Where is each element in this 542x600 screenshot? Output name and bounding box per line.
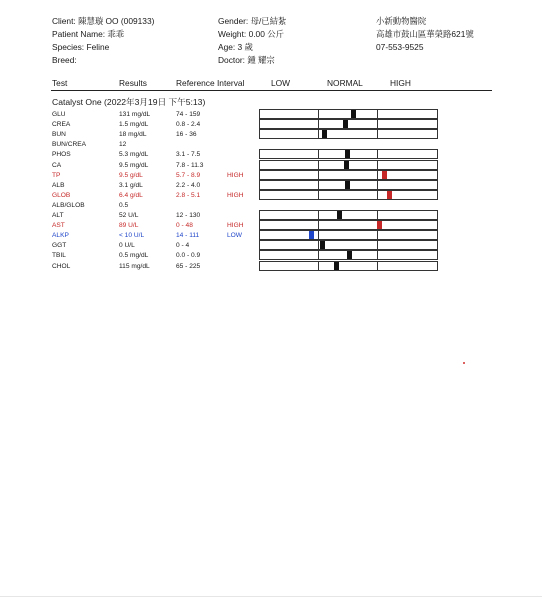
gauge-divider	[318, 110, 319, 118]
result-value: 1.5 mg/dL	[119, 121, 149, 129]
doctor: Doctor: 鍾 耀宗	[218, 55, 275, 65]
patient-name: Patient Name: 乖乖	[52, 29, 125, 39]
gauge-divider	[377, 110, 378, 118]
breed: Breed:	[52, 55, 77, 65]
client-name: Client: 陳慧璇 OO (009133)	[52, 16, 155, 26]
result-value: 131 mg/dL	[119, 111, 151, 118]
gauge-divider	[318, 221, 319, 229]
gauge-marker	[334, 262, 339, 270]
clinic-address: 高雄市鼓山區華榮路621號	[376, 29, 474, 39]
range-gauge	[259, 210, 438, 220]
page-edge	[0, 596, 542, 597]
result-value: 0 U/L	[119, 242, 135, 250]
panel-title: Catalyst One (2022年3月19日 下午5:13)	[52, 97, 206, 107]
reference-interval: 74 - 159	[176, 111, 201, 118]
gauge-marker	[337, 211, 342, 219]
reference-interval: 0.8 - 2.4	[176, 121, 201, 129]
range-gauge	[259, 119, 438, 129]
reference-interval: 65 - 225	[176, 262, 201, 270]
flag-label: LOW	[227, 232, 243, 240]
result-value: 3.1 g/dL	[119, 181, 143, 189]
test-name: ALKP	[52, 232, 69, 240]
gauge-marker	[387, 191, 392, 199]
range-gauge	[259, 109, 438, 119]
reference-interval: 7.8 - 11.3	[176, 161, 204, 169]
header-divider	[51, 90, 492, 91]
test-name: CREA	[52, 121, 71, 129]
test-name: ALB	[52, 181, 65, 189]
gauge-divider	[377, 130, 378, 138]
gauge-divider	[318, 231, 319, 239]
clinic-phone: 07-553-9525	[376, 42, 424, 52]
column-high: HIGH	[390, 78, 411, 88]
result-value: 6.4 g/dL	[119, 191, 143, 199]
gauge-marker	[382, 171, 387, 179]
gauge-divider	[318, 171, 319, 179]
gauge-divider	[318, 150, 319, 158]
age: Age: 3 歲	[218, 42, 253, 52]
gauge-divider	[318, 241, 319, 249]
result-value: 5.3 mg/dL	[119, 151, 149, 159]
column-test: Test	[52, 78, 68, 88]
gauge-divider	[377, 171, 378, 179]
test-name: CHOL	[52, 262, 71, 270]
result-value: 0.5 mg/dL	[119, 252, 149, 260]
gauge-marker	[309, 231, 314, 239]
reference-interval: 14 - 111	[176, 232, 200, 240]
reference-interval: 2.2 - 4.0	[176, 181, 201, 189]
range-gauge	[259, 250, 438, 260]
range-gauge	[259, 261, 438, 271]
gauge-divider	[377, 120, 378, 128]
range-gauge	[259, 149, 438, 159]
reference-interval: 16 - 36	[176, 131, 197, 139]
gauge-divider	[318, 262, 319, 270]
test-name: CA	[52, 161, 62, 169]
flag-label: HIGH	[227, 222, 244, 230]
gender: Gender: 母/已結紮	[218, 16, 287, 26]
reference-interval: 0 - 48	[176, 222, 193, 230]
gauge-divider	[377, 211, 378, 219]
test-name: BUN	[52, 131, 66, 139]
result-value: 18 mg/dL	[119, 131, 147, 139]
column-normal: NORMAL	[327, 78, 363, 88]
gauge-divider	[318, 161, 319, 169]
gauge-marker	[344, 161, 349, 169]
gauge-marker	[347, 251, 352, 259]
flag-label: HIGH	[227, 171, 244, 179]
result-value: 9.5 mg/dL	[119, 161, 149, 169]
clinic-name: 小新動物醫院	[376, 16, 427, 26]
flag-label: HIGH	[227, 191, 244, 199]
test-name: PHOS	[52, 151, 71, 159]
gauge-marker	[351, 110, 356, 118]
gauge-marker	[377, 221, 382, 229]
reference-interval: 5.7 - 8.9	[176, 171, 201, 179]
reference-interval: 12 - 130	[176, 212, 201, 219]
gauge-divider	[377, 191, 378, 199]
reference-interval: 0 - 4	[176, 242, 190, 250]
gauge-marker	[345, 181, 350, 189]
reference-interval: 3.1 - 7.5	[176, 151, 201, 159]
gauge-divider	[377, 231, 378, 239]
gauge-divider	[377, 181, 378, 189]
range-gauge	[259, 190, 438, 200]
result-value: 0.5	[119, 201, 129, 209]
gauge-divider	[318, 191, 319, 199]
column-reference: Reference Interval	[176, 78, 245, 88]
range-gauge	[259, 160, 438, 170]
result-value: 9.5 g/dL	[119, 171, 143, 179]
gauge-divider	[377, 150, 378, 158]
test-name: AST	[52, 222, 65, 230]
range-gauge	[259, 170, 438, 180]
stray-dot	[463, 362, 465, 364]
gauge-marker	[345, 150, 350, 158]
result-value: 115 mg/dL	[119, 262, 150, 270]
test-name: TBIL	[52, 252, 66, 260]
test-name: GLOB	[52, 191, 71, 199]
gauge-divider	[377, 241, 378, 249]
reference-interval: 0.0 - 0.9	[176, 252, 201, 260]
result-value: 12	[119, 141, 127, 149]
gauge-divider	[318, 181, 319, 189]
weight: Weight: 0.00 公斤	[218, 29, 284, 39]
gauge-divider	[318, 251, 319, 259]
range-gauge	[259, 220, 438, 230]
result-value: 52 U/L	[119, 212, 139, 219]
gauge-divider	[318, 120, 319, 128]
gauge-divider	[377, 161, 378, 169]
test-name: ALT	[52, 212, 64, 219]
gauge-divider	[318, 130, 319, 138]
result-value: < 10 U/L	[119, 232, 145, 240]
range-gauge	[259, 129, 438, 139]
gauge-marker	[322, 130, 327, 138]
column-results: Results	[119, 78, 147, 88]
gauge-divider	[377, 251, 378, 259]
test-name: GLU	[52, 111, 66, 118]
column-low: LOW	[271, 78, 291, 88]
gauge-divider	[318, 211, 319, 219]
gauge-marker	[320, 241, 325, 249]
species: Species: Feline	[52, 42, 110, 52]
result-value: 89 U/L	[119, 222, 139, 230]
test-name: GGT	[52, 242, 67, 250]
reference-interval: 2.8 - 5.1	[176, 191, 201, 199]
gauge-marker	[343, 120, 348, 128]
range-gauge	[259, 240, 438, 250]
gauge-divider	[377, 262, 378, 270]
range-gauge	[259, 180, 438, 190]
test-name: BUN/CREA	[52, 141, 87, 149]
test-name: ALB/GLOB	[52, 201, 85, 209]
test-name: TP	[52, 171, 61, 179]
range-gauge	[259, 230, 438, 240]
